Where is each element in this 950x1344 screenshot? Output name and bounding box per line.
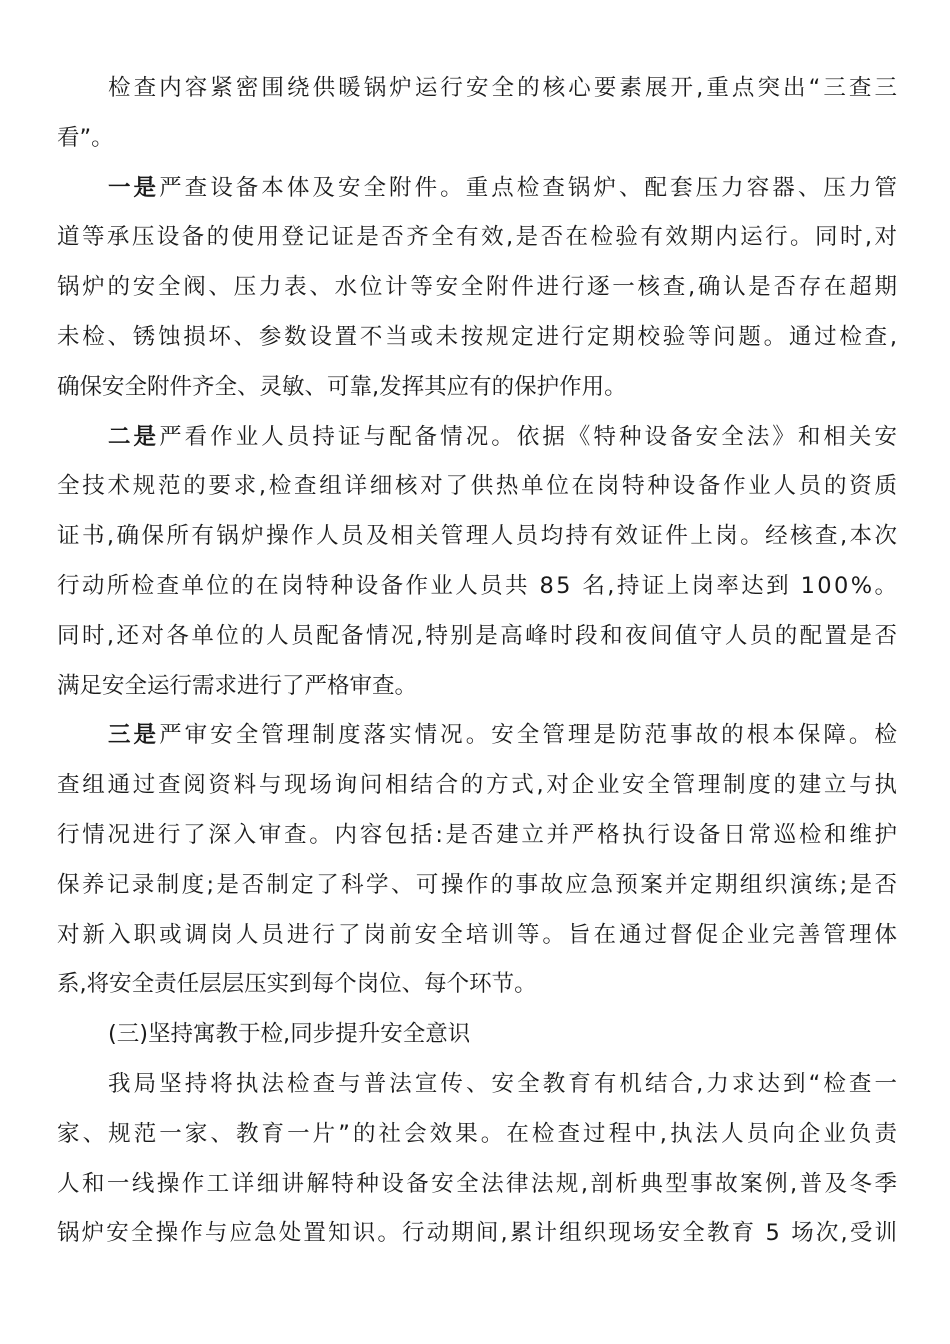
paragraph-intro-line-2: 看”。 [57, 124, 114, 151]
paragraph-point-two-line-6: 满足安全运行需求进行了严格审查。 [57, 672, 418, 699]
point-one-lead: 一是 [108, 174, 160, 201]
paragraph-point-one-line-3: 锅炉的安全阀、压力表、水位计等安全附件进行逐一核查,确认是否存在超期 [57, 274, 900, 301]
paragraph-point-one-line-1: 一是严查设备本体及安全附件。重点检查锅炉、配套压力容器、压力管 [108, 174, 901, 201]
paragraph-point-three-line-5: 对新入职或调岗人员进行了岗前安全培训等。旨在通过督促企业完善管理体 [57, 921, 901, 948]
paragraph-point-one-line-4: 未检、锈蚀损坏、参数设置不当或未按规定进行定期校验等问题。通过检查, [57, 323, 900, 350]
paragraph-point-two-line-3: 证书,确保所有锅炉操作人员及相关管理人员均持有效证件上岗。经核查,本次 [57, 523, 900, 550]
paragraph-education-line-4: 锅炉安全操作与应急处置知识。行动期间,累计组织现场安全教育 5 场次,受训 [57, 1220, 900, 1247]
section-heading: (三)坚持寓教于检,同步提升安全意识 [108, 1021, 471, 1048]
paragraph-point-two-line-1: 二是严看作业人员持证与配备情况。依据《特种设备安全法》和相关安 [108, 423, 901, 450]
paragraph-education-line-3: 人和一线操作工详细讲解特种设备安全法律法规,剖析典型事故案例,普及冬季 [57, 1170, 900, 1197]
paragraph-education-line-2: 家、规范一家、教育一片”的社会效果。在检查过程中,执法人员向企业负责 [57, 1120, 901, 1147]
paragraph-intro-line-1: 检查内容紧密围绕供暖锅炉运行安全的核心要素展开,重点突出“三查三 [108, 75, 901, 101]
paragraph-education-line-1: 我局坚持将执法检查与普法宣传、安全教育有机结合,力求达到“检查一 [108, 1070, 901, 1097]
paragraph-point-two-line-2: 全技术规范的要求,检查组详细核对了供热单位在岗特种设备作业人员的资质 [57, 473, 900, 500]
point-two-lead: 二是 [108, 423, 160, 450]
paragraph-point-two-line-5: 同时,还对各单位的人员配备情况,特别是高峰时段和夜间值守人员的配置是否 [57, 622, 900, 649]
paragraph-point-three-line-3: 行情况进行了深入审查。内容包括:是否建立并严格执行设备日常巡检和维护 [57, 821, 900, 848]
paragraph-point-two-line-4: 行动所检查单位的在岗特种设备作业人员共 85 名,持证上岗率达到 100%。 [57, 572, 900, 599]
paragraph-point-three-line-4: 保养记录制度;是否制定了科学、可操作的事故应急预案并定期组织演练;是否 [57, 871, 900, 898]
paragraph-point-one-line-2: 道等承压设备的使用登记证是否齐全有效,是否在检验有效期内运行。同时,对 [57, 224, 900, 251]
paragraph-point-three-line-6: 系,将安全责任层层压实到每个岗位、每个环节。 [57, 971, 537, 998]
paragraph-point-one-line-5: 确保安全附件齐全、灵敏、可靠,发挥其应有的保护作用。 [57, 373, 627, 400]
paragraph-point-three-line-1: 三是严审安全管理制度落实情况。安全管理是防范事故的根本保障。检 [108, 722, 901, 749]
document-body [57, 64, 901, 1259]
point-three-lead: 三是 [108, 722, 160, 749]
paragraph-point-three-line-2: 查组通过查阅资料与现场询问相结合的方式,对企业安全管理制度的建立与执 [57, 772, 900, 799]
